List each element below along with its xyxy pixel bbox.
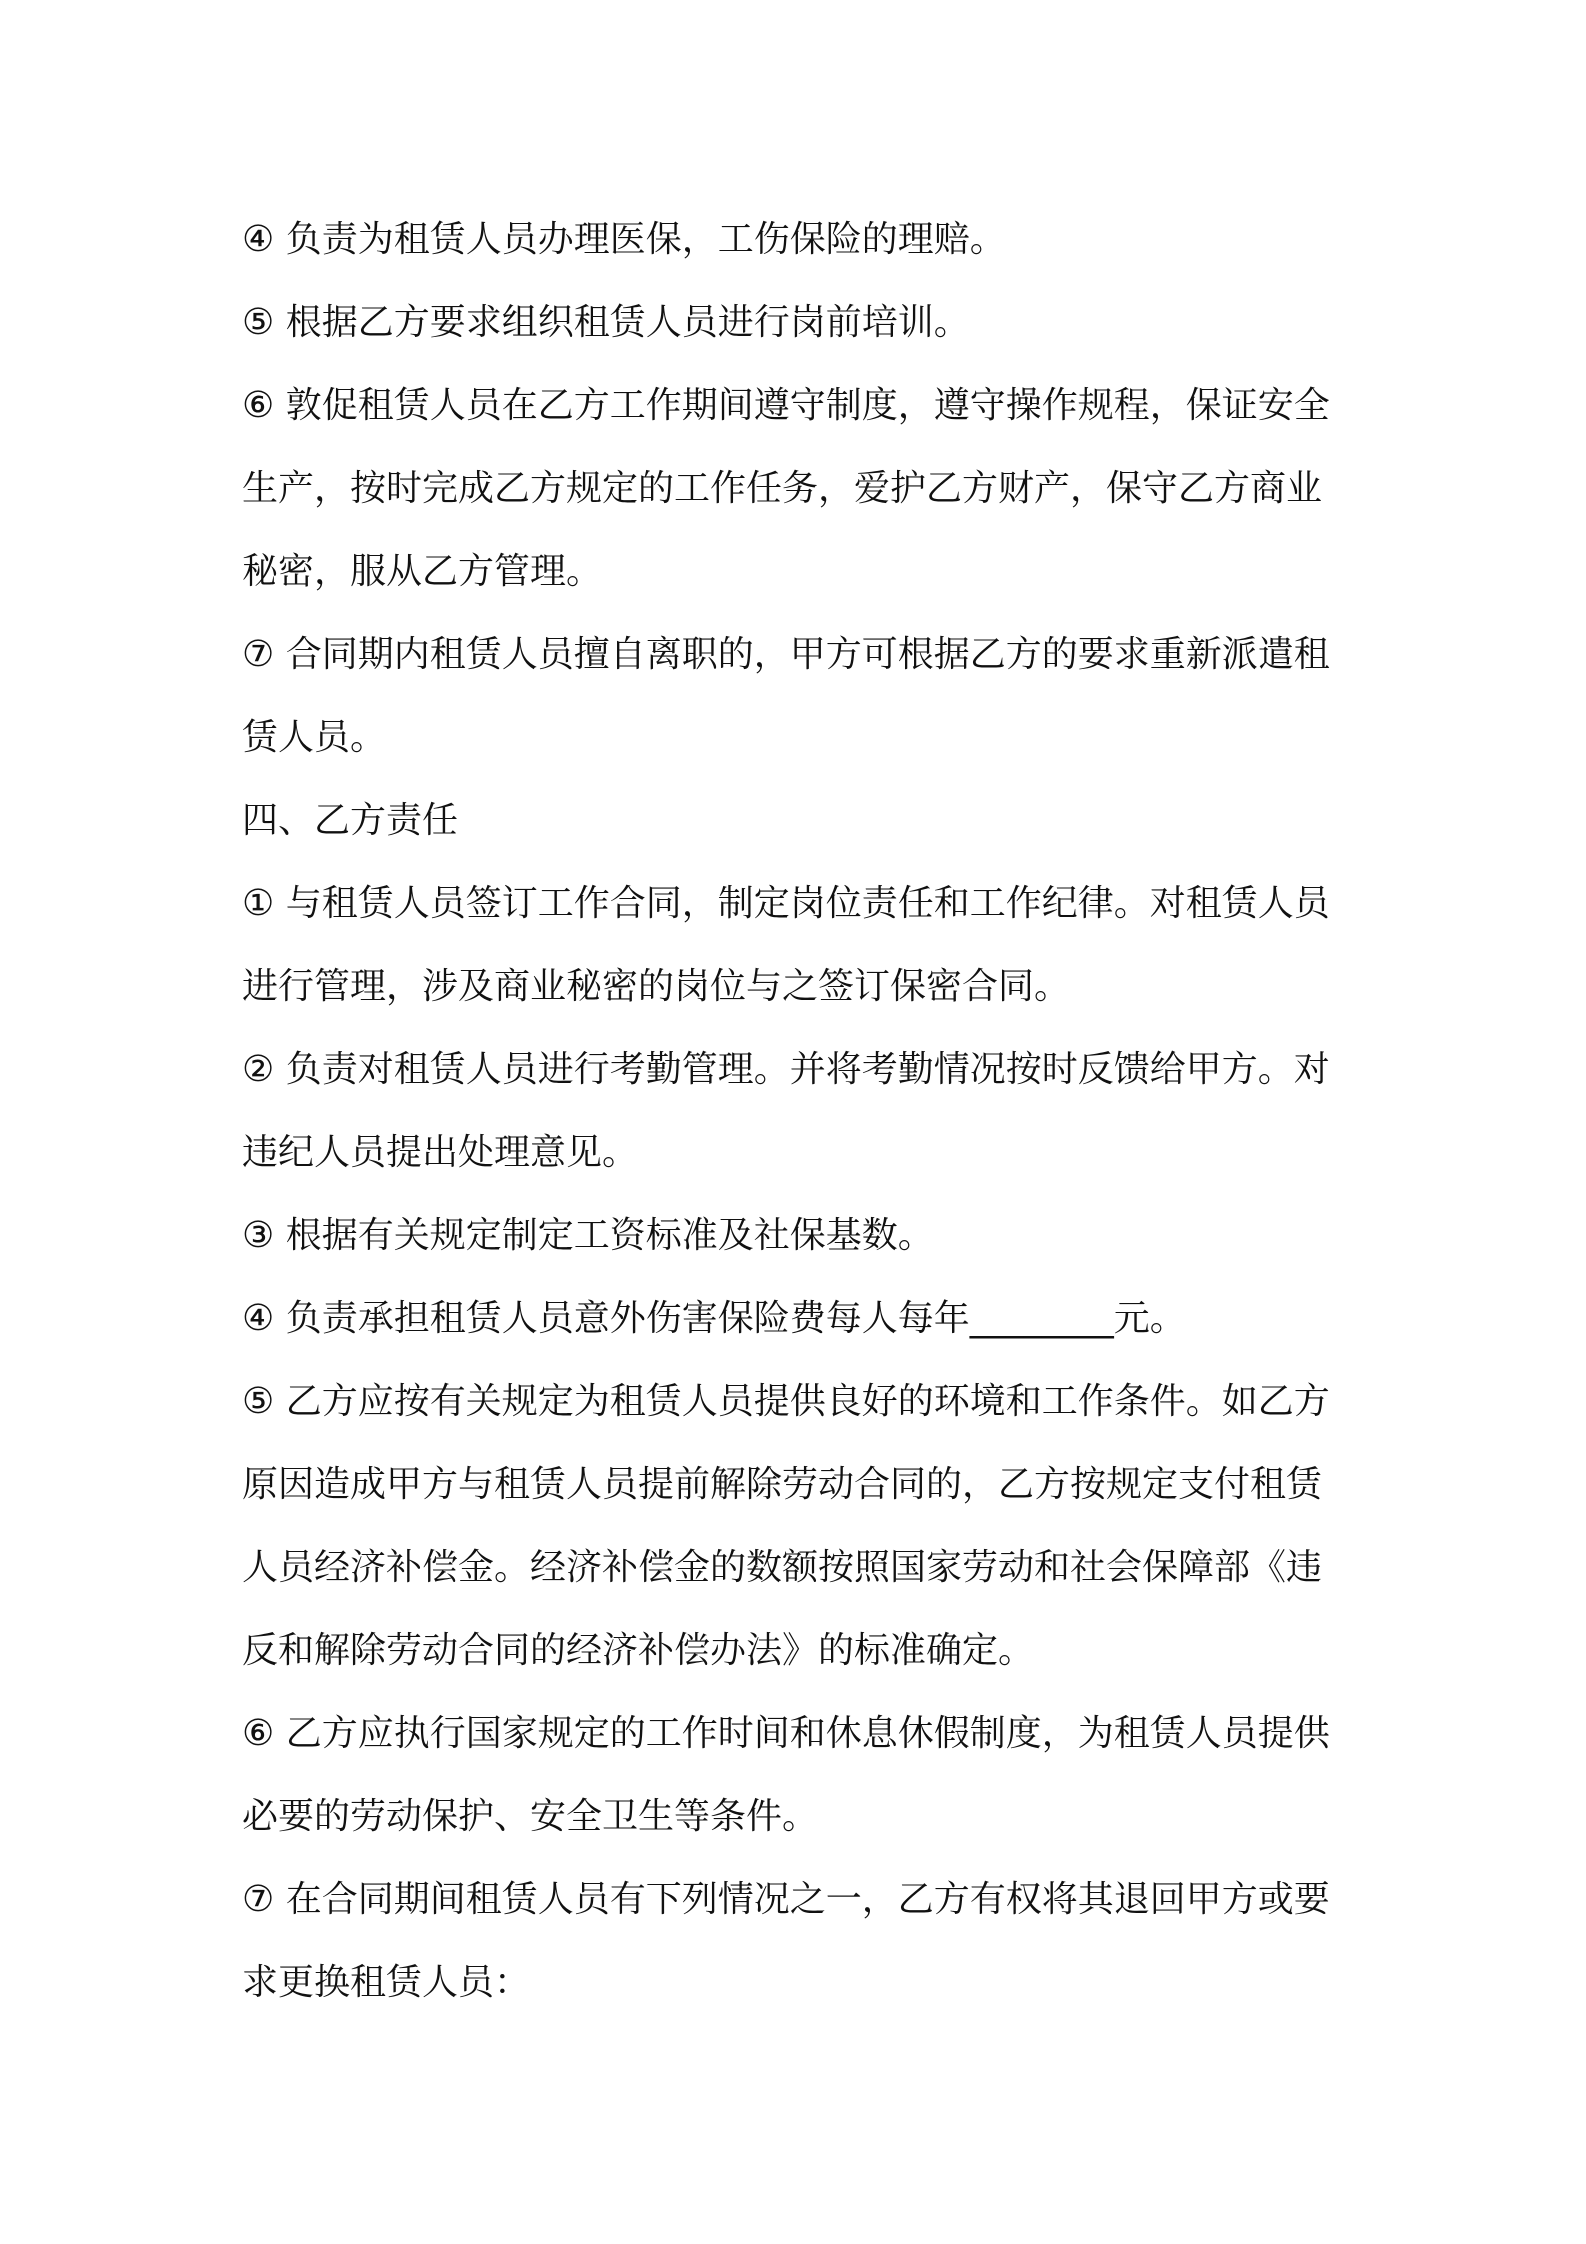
document-body <box>242 198 1352 2024</box>
clause-a6-compliance: ⑥ 敦促租赁人员在乙方工作期间遵守制度，遵守操作规程，保证安全生产，按时完成乙方规定的工作任务，爱护乙方财产，保守乙方商业秘密，服从乙方管理。 <box>242 385 1330 592</box>
clause-a4-medical-insurance: ④ 负责为租赁人员办理医保，工伤保险的理赔。 <box>242 219 1006 260</box>
clause-b7-return-personnel: ⑦ 在合同期间租赁人员有下列情况之一，乙方有权将其退回甲方或要求更换租赁人员： <box>242 1879 1330 2003</box>
clause-b3-wage-standard: ③ 根据有关规定制定工资标准及社保基数。 <box>242 1215 934 1256</box>
section-heading-party-b: 四、乙方责任 <box>242 800 459 841</box>
clause-b6-working-hours: ⑥ 乙方应执行国家规定的工作时间和休息休假制度，为租赁人员提供必要的劳动保护、安全卫生等条件。 <box>242 1713 1330 1837</box>
clause-b1-work-contract: ① 与租赁人员签订工作合同，制定岗位责任和工作纪律。对租赁人员进行管理，涉及商业秘密的岗位与之签订保密合同。 <box>242 883 1330 1007</box>
clause-b4-accident-insurance: ④ 负责承担租赁人员意外伤害保险费每人每年________元。 <box>242 1298 1186 1339</box>
clause-b2-attendance: ② 负责对租赁人员进行考勤管理。并将考勤情况按时反馈给甲方。对违纪人员提出处理意见。 <box>242 1049 1330 1173</box>
clause-a5-pre-job-training: ⑤ 根据乙方要求组织租赁人员进行岗前培训。 <box>242 302 970 343</box>
clause-b5-work-conditions: ⑤ 乙方应按有关规定为租赁人员提供良好的环境和工作条件。如乙方原因造成甲方与租赁人员提前解除劳动合同的，乙方按规定支付租赁人员经济补偿金。经济补偿金的数额按照国家劳动和社会保障部《违反和解除劳动合同的经济补偿办法》的标准确定。 <box>242 1381 1330 1671</box>
clause-a7-resignation: ⑦ 合同期内租赁人员擅自离职的，甲方可根据乙方的要求重新派遣租赁人员。 <box>242 634 1330 758</box>
